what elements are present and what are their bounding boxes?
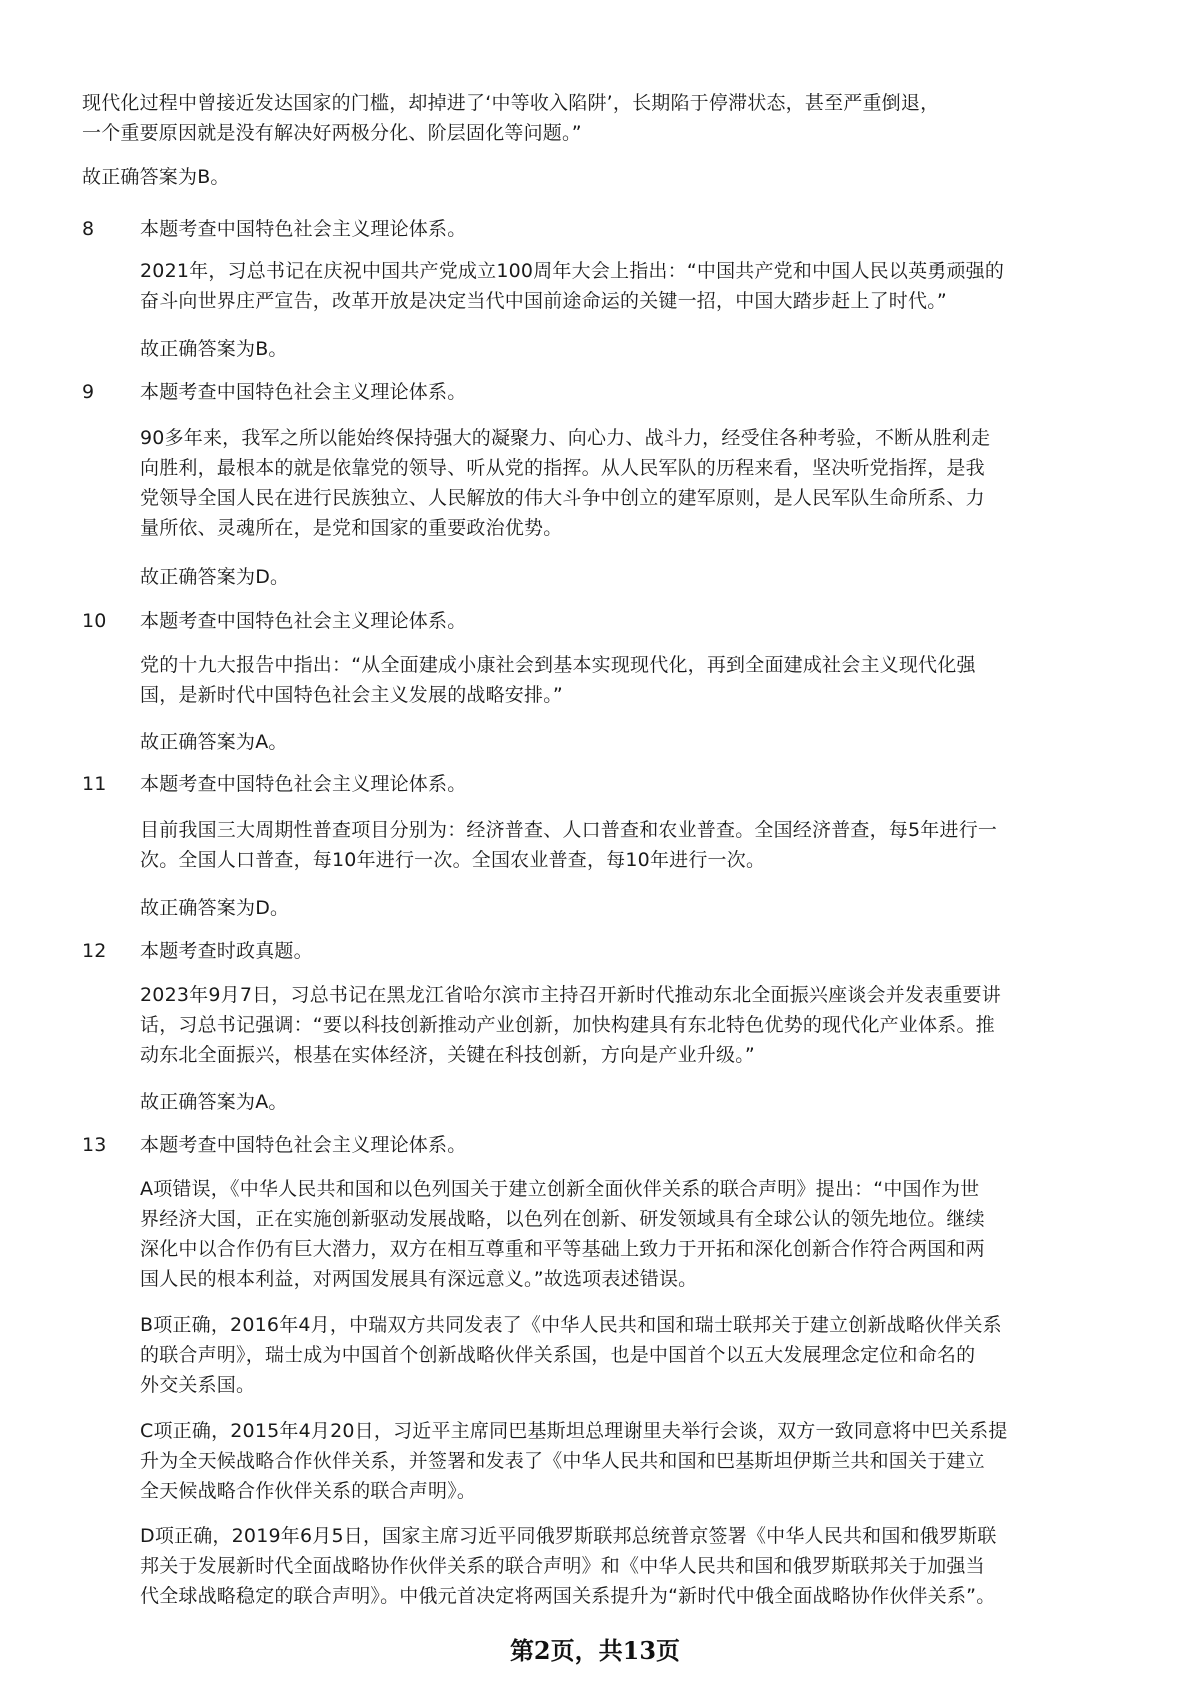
- page-number-footer: 第2页，共13页: [509, 1636, 681, 1665]
- question-number: 13: [82, 1134, 107, 1156]
- explanation-paragraph: D项正确，2019年6月5日，国家主席习近平同俄罗斯联邦总统普京签署《中华人民共和国和俄罗斯联 邦关于发展新时代全面战略协作伙伴关系的联合声明》和《中华人民共和国和俄罗斯联邦关于加强当 代全球战略稳定的联合声明》。中俄元首决定将两国关系提升为“新时代中俄全面战略协作伙伴关系”。: [140, 1525, 997, 1607]
- question-heading: 本题考查中国特色社会主义理论体系。: [140, 610, 467, 632]
- question-heading: 本题考查时政真题。: [140, 940, 313, 962]
- question-heading: 本题考查中国特色社会主义理论体系。: [140, 381, 467, 403]
- question-number: 12: [82, 940, 107, 962]
- continuation-answer: 故正确答案为B。: [82, 166, 230, 188]
- answer-line: 故正确答案为D。: [140, 566, 290, 588]
- explanation-paragraph: C项正确，2015年4月20日，习近平主席同巴基斯坦总理谢里夫举行会谈，双方一致同意将中巴关系提 升为全天候战略合作伙伴关系，并签署和发表了《中华人民共和国和巴基斯坦伊斯兰共和国关于建立 全天候战略合作伙伴关系的联合声明》。: [140, 1420, 1008, 1502]
- explanation-paragraph: A项错误，《中华人民共和国和以色列国关于建立创新全面伙伴关系的联合声明》提出：“中国作为世 界经济大国，正在实施创新驱动发展战略，以色列在创新、研发领域具有全球公认的领先地位。继续 深化中以合作仍有巨大潜力，双方在相互尊重和平等基础上致力于开拓和深化创新合作符合两国和两 国人民的根本利益，对两国发展具有深远意义。”故选项表述错误。: [140, 1178, 985, 1290]
- question-number: 11: [82, 773, 107, 795]
- explanation-paragraph: 2021年，习总书记在庆祝中国共产党成立100周年大会上指出：“中国共产党和中国人民以英勇顽强的 奋斗向世界庄严宣告，改革开放是决定当代中国前途命运的关键一招，中国大踏步赶上了时代。”: [140, 260, 1005, 312]
- answer-line: 故正确答案为D。: [140, 897, 290, 919]
- explanation-paragraph: 90多年来，我军之所以能始终保持强大的凝聚力、向心力、战斗力，经受住各种考验，不断从胜利走 向胜利，最根本的就是依靠党的领导、听从党的指挥。从人民军队的历程来看，坚决听党指挥，是我 党领导全国人民在进行民族独立、人民解放的伟大斗争中创立的建军原则，是人民军队生命所系、力 量所依、灵魂所在，是党和国家的重要政治优势。: [140, 427, 991, 539]
- answer-line: 故正确答案为A。: [140, 731, 288, 753]
- explanation-paragraph: 目前我国三大周期性普查项目分别为：经济普查、人口普查和农业普查。全国经济普查，每5年进行一 次。全国人口普查，每10年进行一次。全国农业普查，每10年进行一次。: [140, 819, 998, 871]
- explanation-paragraph: 党的十九大报告中指出：“从全面建成小康社会到基本实现现代化，再到全面建成社会主义现代化强 国，是新时代中国特色社会主义发展的战略安排。”: [140, 654, 976, 706]
- answer-line: 故正确答案为B。: [140, 338, 288, 360]
- question-heading: 本题考查中国特色社会主义理论体系。: [140, 218, 467, 240]
- question-number: 9: [82, 381, 95, 403]
- explanation-paragraph: B项正确，2016年4月，中瑞双方共同发表了《中华人民共和国和瑞士联邦关于建立创新战略伙伴关系 的联合声明》，瑞士成为中国首个创新战略伙伴关系国，也是中国首个以五大发展理念定位和命名的 外交关系国。: [140, 1314, 1002, 1396]
- continuation-paragraph: 现代化过程中曾接近发达国家的门槛，却掉进了‘中等收入陷阱’，长期陷于停滞状态，甚至严重倒退， 一个重要原因就是没有解决好两极分化、阶层固化等问题。”: [82, 92, 940, 144]
- question-number: 10: [82, 610, 107, 632]
- question-heading: 本题考查中国特色社会主义理论体系。: [140, 773, 467, 795]
- question-heading: 本题考查中国特色社会主义理论体系。: [140, 1134, 467, 1156]
- answer-line: 故正确答案为A。: [140, 1091, 288, 1113]
- question-number: 8: [82, 218, 95, 240]
- explanation-paragraph: 2023年9月7日，习总书记在黑龙江省哈尔滨市主持召开新时代推动东北全面振兴座谈会并发表重要讲 话，习总书记强调：“要以科技创新推动产业创新，加快构建具有东北特色优势的现代化产业体系。推 动东北全面振兴，根基在实体经济，关键在科技创新，方向是产业升级。”: [140, 984, 1001, 1066]
